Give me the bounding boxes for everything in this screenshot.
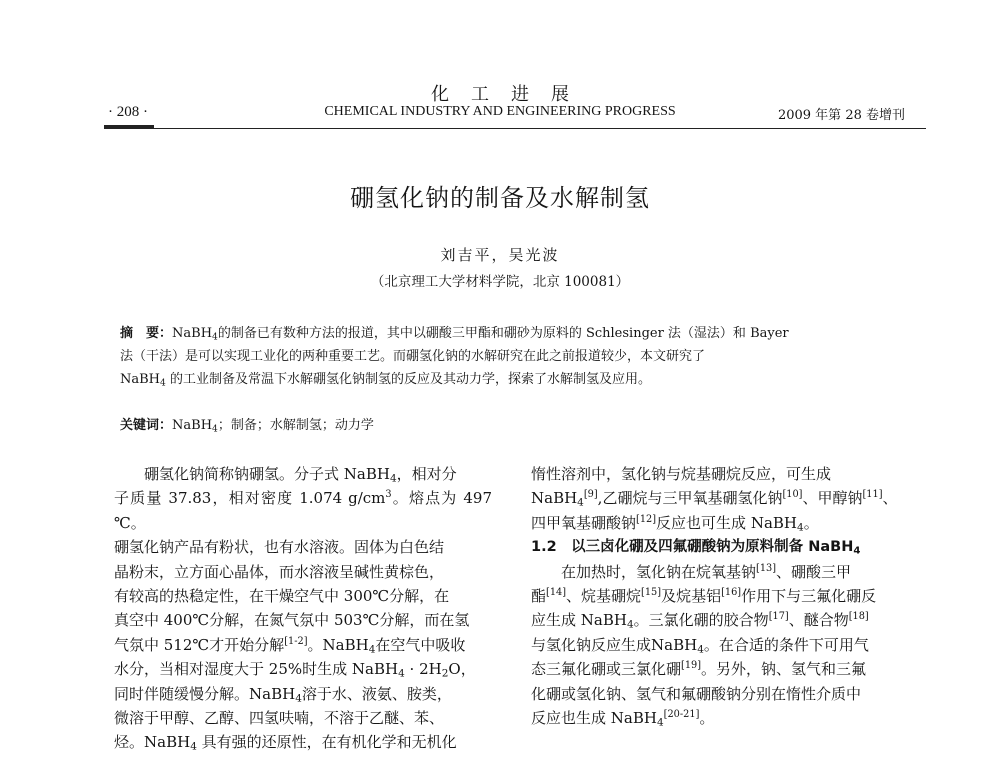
text-line: 晶粉末，立方面心晶体，而水溶液呈碱性黄棕色， <box>114 562 445 581</box>
affiliation: （北京理工大学材料学院，北京 100081） <box>370 274 630 290</box>
text-line: 反应也生成 NaBH$_4$[20-21]。 <box>531 709 715 729</box>
abstract-line: NaBH$_4$ 的工业制备及常温下水解硼氢化钠制氢的反应及其动力学，探索了水解制氢及应用。 <box>120 372 651 389</box>
authors: 刘吉平，吴光波 <box>440 246 560 264</box>
text-line: 真空中 400℃分解，在氮气氛中 503℃分解，而在氢 <box>114 611 470 630</box>
text-line: NaBH$_4$[9],乙硼烷与三甲氧基硼氢化钠[10]、甲醇钠[11]、 <box>531 489 898 510</box>
header-rule <box>104 128 926 129</box>
text-line: 硼氢化钠产品有粉状，也有水溶液。固体为白色结 <box>114 538 445 557</box>
section-heading: 1.2 以三卤化硼及四氟硼酸钠为原料制备 NaBH$_4$ <box>531 539 861 557</box>
text-line: 应生成 NaBH$_4$。三氯化硼的胶合物[17]、醚合物[18] <box>531 611 869 632</box>
text-line: 惰性溶剂中，氢化钠与烷基硼烷反应，可生成 <box>531 465 832 483</box>
abstract-label: 摘 要： <box>120 326 173 341</box>
issue-info: 2009 年第 28 卷增刊 <box>777 108 905 123</box>
body-column-right <box>531 462 926 730</box>
text-line: 四甲氧基硼酸钠[12]反应也可生成 NaBH$_4$。 <box>531 513 819 534</box>
keywords-text: ；制备；水解制氢；动力学 <box>217 418 374 433</box>
page-number: · 208 · <box>108 104 148 120</box>
body-column-left <box>114 462 492 755</box>
abstract-line: 法（干法）是可以实现工业化的两种重要工艺。而硼氢化钠的水解研究在此之前报道较少，本文研究了 <box>120 349 706 364</box>
text-line: 硼氢化钠简称钠硼氢。分子式 NaBH$_4$，相对分 <box>144 465 457 485</box>
text-line: 有较高的热稳定性，在干燥空气中 300℃分解，在 <box>114 587 450 606</box>
header-rule-accent <box>104 125 154 128</box>
text-line: 微溶于甲醇、乙醇、四氢呋喃，不溶于乙醚、苯、 <box>114 709 445 728</box>
text-line: 酯[14]、烷基硼烷[15]及烷基铝[16]作用下与三氟化硼反 <box>531 587 877 606</box>
journal-title-english: CHEMICAL INDUSTRY AND ENGINEERING PROGRESS <box>324 104 676 119</box>
text-line: 同时伴随缓慢分解。NaBH$_4$溶于水、液氨、胺类， <box>114 684 452 705</box>
text-line: 在加热时，氢化钠在烷氧基钠[13]、硼酸三甲 <box>561 562 852 581</box>
article-title: 硼氢化钠的制备及水解制氢 <box>350 184 650 212</box>
text-line: 与氢化钠反应生成NaBH$_4$。在合适的条件下可用气 <box>531 635 869 656</box>
keywords: 关键词：NaBH$_4$；制备；水解制氢；动力学 <box>120 418 374 435</box>
abstract-line: 摘 要：NaBH$_4$的制备已有数种方法的报道，其中以硼酸三甲酯和硼砂为原料的 Schlesinger 法（湿法）和 Bayer <box>120 326 789 343</box>
journal-title-chinese: 化工进展 <box>431 84 591 105</box>
abstract <box>120 322 890 391</box>
text-line: 态三氟化硼或三氯化硼[19]。另外，钠、氢气和三氟 <box>531 660 867 679</box>
text-line: 气氛中 512℃才开始分解[1-2]。NaBH$_4$在空气中吸收 <box>114 635 466 656</box>
text-line: 烃。NaBH$_4$ 具有强的还原性，在有机化学和无机化 <box>114 733 457 754</box>
text-line: 子质量 37.83，相对密度 1.074 $g/cm^3$。熔点为 497 ℃。 <box>114 489 492 532</box>
text-line: 化硼或氢化钠、氢气和氟硼酸钠分别在惰性介质中 <box>531 684 862 703</box>
text-line: 水分，当相对湿度大于 25%时生成 NaBH$_4$ · $2H_2O$， <box>114 660 476 680</box>
keywords-label: 关键词： <box>120 418 173 433</box>
